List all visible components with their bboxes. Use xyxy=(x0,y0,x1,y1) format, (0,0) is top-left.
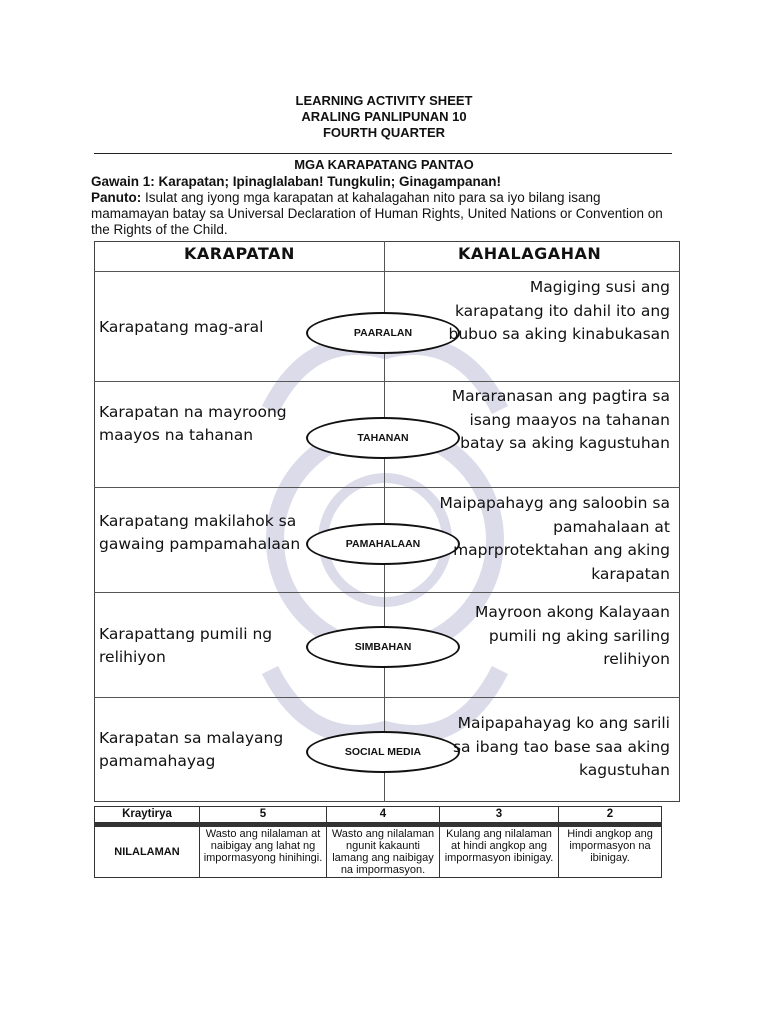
row-4-lugar: SIMBAHAN xyxy=(354,641,412,653)
rubric-header-2: 2 xyxy=(559,807,662,823)
row-4-karapatan: Karapattang pumili ng relihiyon xyxy=(99,625,273,666)
lesson-title: MGA KARAPATANG PANTAO xyxy=(294,157,474,172)
rubric-header-5: 5 xyxy=(200,807,327,823)
table-row-divider xyxy=(94,592,680,593)
subject-title: ARALING PANLIPUNAN 10 xyxy=(301,109,467,124)
row-5-lugar: SOCIAL MEDIA xyxy=(344,746,422,758)
row-3-lugar-oval xyxy=(306,523,460,565)
row-3-lugar: PAMAHALAAN xyxy=(345,538,421,550)
task-title: Gawain 1: Karapatan; Ipinaglalaban! Tungkulin; Ginagampanan! xyxy=(91,174,502,189)
row-5-kahalagahan: Maipapahayag ko ang sarili sa ibang tao base saa aking kagustuhan xyxy=(452,714,670,779)
column-header-kahalagahan: KAHALAGAHAN xyxy=(458,244,602,263)
header-divider xyxy=(94,153,672,154)
sheet-title: LEARNING ACTIVITY SHEET xyxy=(295,93,473,108)
quarter-title: FOURTH QUARTER xyxy=(322,125,446,140)
row-3-kahalagahan: Maipapahayg ang saloobin sa pamahalaan at maprprotektahan ang aking karapatan xyxy=(439,494,670,583)
instructions xyxy=(91,190,671,238)
rubric-criterion-row xyxy=(95,827,662,878)
row-5-karapatan: Karapatan sa malayang pamamahayag xyxy=(99,729,284,770)
row-2-karapatan: Karapatan na mayroong maayos na tahanan xyxy=(99,403,287,444)
column-header-karapatan: KARAPATAN xyxy=(184,244,295,263)
rubric-header-4: 4 xyxy=(327,807,440,823)
row-2-kahalagahan: Mararanasan ang pagtira sa isang maayos na tahanan batay sa aking kagustuhan xyxy=(451,387,670,452)
row-2-lugar: TAHANAN xyxy=(357,432,409,444)
table-row-divider xyxy=(94,487,680,488)
rubric-cell-4: Wasto ang nilalaman ngunit kakaunti lamang ang naibigay na impormasyon. xyxy=(327,827,440,878)
row-4-lugar-oval xyxy=(306,626,460,668)
rubric-cell-3: Kulang ang nilalaman at hindi angkop ang impormasyon ibinigay. xyxy=(440,827,559,878)
instructions-label: Panuto: xyxy=(91,190,142,205)
table-row-divider xyxy=(94,697,680,698)
rubric-cell-5: Wasto ang nilalaman at naibigay ang lahat ng impormasyong hinihingi. xyxy=(200,827,327,878)
table-header-divider xyxy=(94,271,680,272)
rubric-header-kraytirya: Kraytirya xyxy=(95,807,200,823)
row-4-kahalagahan: Mayroon akong Kalayaan pumili ng aking sariling relihiyon xyxy=(475,603,670,668)
row-3-karapatan: Karapatang makilahok sa gawaing pampamahalaan xyxy=(99,512,301,553)
row-1-karapatan: Karapatang mag-aral xyxy=(99,318,264,336)
row-1-kahalagahan: Magiging susi ang karapatang ito dahil ito ang bubuo sa aking kinabukasan xyxy=(448,278,670,343)
instructions-text: Isulat ang iyong mga karapatan at kahalagahan nito para sa iyo bilang isang mamamayan batay sa Universal Declaration of Human Rights, United Nations or Convention on the Rights of the Child. xyxy=(91,190,663,237)
row-5-lugar-oval xyxy=(306,731,460,773)
row-1-lugar-oval xyxy=(306,312,460,354)
row-1-lugar: PAARALAN xyxy=(353,327,413,339)
rubric-header-row xyxy=(95,807,662,823)
rubric-cell-2: Hindi angkop ang impormasyon na ibinigay. xyxy=(559,827,662,878)
rubric-table xyxy=(94,806,662,878)
rubric-header-3: 3 xyxy=(440,807,559,823)
row-2-lugar-oval xyxy=(306,417,460,459)
rubric-criterion: NILALAMAN xyxy=(95,827,200,878)
table-row-divider xyxy=(94,381,680,382)
